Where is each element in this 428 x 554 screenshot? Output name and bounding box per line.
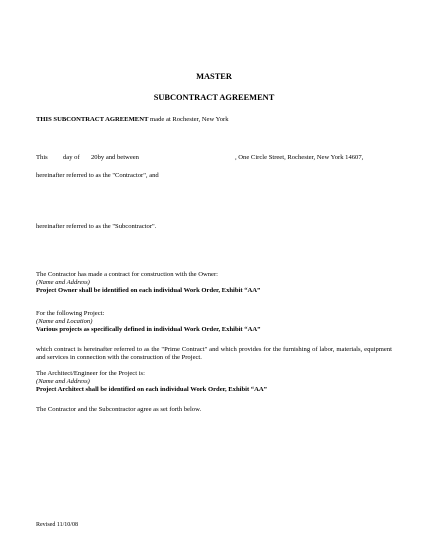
title-master: MASTER	[196, 72, 232, 81]
subcontractor-reference: hereinafter referred to as the "Subcontractor".	[36, 223, 157, 230]
project-hint: (Name and Location)	[36, 318, 93, 325]
intro-bold: THIS SUBCONTRACT AGREEMENT	[36, 116, 149, 123]
project-intro: For the following Project:	[36, 310, 105, 317]
contractor-address: , One Circle Street, Rochester, New York 14607,	[235, 154, 364, 161]
revision-footer: Revised 11/10/08	[36, 522, 78, 528]
architect-hint: (Name and Address)	[36, 378, 90, 385]
prime-contract-paragraph: which contract is hereinafter referred to as the "Prime Contract" and which provides for the furnishing of labor, materials, equipment and services in connection with the construction of the Project.	[36, 346, 392, 361]
title-subcontract-agreement: SUBCONTRACT AGREEMENT	[153, 93, 275, 102]
intro-line	[36, 116, 229, 124]
date-this: This	[36, 154, 48, 161]
owner-hint: (Name and Address)	[36, 279, 90, 286]
project-value: Various projects as specifically defined in individual Work Order, Exhibit “AA”	[36, 326, 261, 333]
date-day-of: day of	[63, 154, 80, 161]
architect-value: Project Architect shall be identified on each individual Work Order, Exhibit “AA”	[36, 386, 267, 393]
agreement-statement: The Contractor and the Subcontractor agree as set forth below.	[36, 406, 202, 413]
architect-intro: The Architect/Engineer for the Project is:	[36, 370, 145, 377]
contractor-reference: hereinafter referred to as the "Contractor", and	[36, 172, 159, 179]
date-year: 20by and between	[91, 154, 139, 161]
owner-intro: The Contractor has made a contract for construction with the Owner:	[36, 271, 218, 278]
intro-rest: made at Rochester, New York	[148, 116, 229, 123]
owner-value: Project Owner shall be identified on each individual Work Order, Exhibit “AA”	[36, 287, 261, 294]
